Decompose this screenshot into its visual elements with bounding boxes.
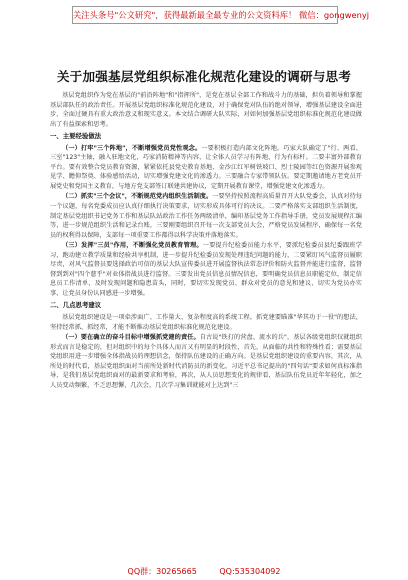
top-banner: 关注头条号"公文研究"，获得最新最全最专业的公文资料库！ 微信：gongwenyj (72, 6, 338, 24)
paragraph-lead: （二）抓实"三个会议"，不断规范党内组织生活制度。 (62, 193, 213, 201)
paragraph-lead: （一）要在确立的奋斗目标中增强抓党建的责任。 (62, 334, 200, 342)
paragraph-text: 一要坚持按照流程高质量召开大队党委会，认真对待每一个议题，每名党委成员应认真仔细执行决策要求，切实形成具体可行的决议。二要严格落实支部组织生活制度，制定基层党组织书记党务工作和基层队站政治工作任务两级清单，编印基层党务工作指导手册，党员发展规程汇编等，进一步规范组织生活和记录台账，三要刚要组织召开每一次支部党员大会，严格党员发展程序，确保每一名党员的权利得以保障，支部每一项重要工作都得以科学决策并落地落实。 (50, 193, 362, 239)
footer-contact (0, 566, 408, 577)
paragraph-lead: （一）打牢"三个阵地"，不断增强党员党性观念。 (62, 144, 202, 152)
qq-number: QQ:535304092 (219, 567, 281, 576)
paragraph: 基层党组织建设是一项牵涉面广、工作量大、复杂程度高的系统工程。抓党建要瞄准"华其功于一役"的想法，坚持经常抓、抓经常，才能不断推动基层党组织标准化规范化建设。 (50, 314, 362, 331)
qq-group: QQ群：30265665 (127, 567, 197, 576)
document-body (50, 91, 362, 391)
paragraph (50, 192, 362, 240)
section-heading-2: 二、几点思考建议 (50, 301, 102, 310)
paragraph-text: 一要提升纪检委员能力水平，要派纪检委员县纪委跟班学习，跑动建立教学质量和经验共享机制，进一步提升纪检委员发现处理违纪问题的能力，二要紧盯风气监督员履职尽责，对风气监督员要选择政治可信的基层大队宣传委员进开展监督执法常态评价和防火监督并能进行监督，监督督到到对"四个慈乎"对业体指战员进行监督。三要发出党员信息员情况信息，要明确党员信息员职能定位，制定信息员工作清单，及时发现问题和隐患苗头，同时，要切实发现党员、群众对党员的意见和建议，切实为党员办实事，让党员身份认同感进一步增强。 (50, 242, 362, 297)
paragraph-text: 一要积极打造内部文化阵地。巧家大队确定了"行、两看、三室"123"主轴，融入驻地文化，巧家消防精神等内容，让全体人员学习有阵地、行为有标杆。二要丰富外部教育平台。要有效整合党员教育资源，紧紧依托县党史教育基地、金沙江红军树铁坡口、烈士陵园等红色资源开展参观见学、瞻仰祭奠、体验感悟活动，切实增强党建文化的渗透力。三要融合专家带领队伍。要定期邀请地方老党员开展党史和党国主义教育，与地方党支部签订联建共建协议，定期开展教育课堂，增强党建文化渗透力。 (50, 144, 362, 190)
paragraph (50, 333, 362, 390)
intro-paragraph: 基层党组织作为党在基层的"前沿阵地"和"指挥所"，是党在基层全部工作和战斗力的基础，担负着领导和掌握基层部队任的政治责任。开展基层党组织标准化规范化建设，对于确保党对队伍的绝对领导，增强基层建设全面进步、全面过硬具有重大政治意义和现实意义。本文结合调研大队实际，对如何加强基层党组织标准化规范化建设做出了有益探索和思考。 (50, 92, 362, 128)
paragraph-lead: （三）发挥"三员"作用，不断强化党员教育管理。 (62, 242, 203, 250)
paragraph-text: 自古说"铁打的营盘、流水的兵"，基层各级党组织仅就组织形式而言是稳定的，但对组织中的每个具体人而言又有明显的时段性，首先，从面临的共性和特殊性看；需要基层党组织用进一步增强全体指战员的理想信念，保持队伍建设的正确方向。是基层党组织建设的重要内容，其次，从所处的时代看，基层党组织面对当前所处新时代消防员的新变化，习近平总书记提出的"四句话"要求如何真标准指导，是我们基层党组织面对的最新要求和考验，再次，从人员思想变化的规律看，基层队伍党员近年年轻化，加之人员变动频繁，不乏思想懈，几次会，几次学习集训就能对上达到"三 (50, 334, 362, 389)
page-title: 关于加强基层党组织标准化规范化建设的调研与思考 (56, 69, 352, 84)
paragraph (50, 144, 362, 192)
section-heading-1: 一、主要经验做法 (50, 132, 102, 141)
paragraph (50, 241, 362, 298)
